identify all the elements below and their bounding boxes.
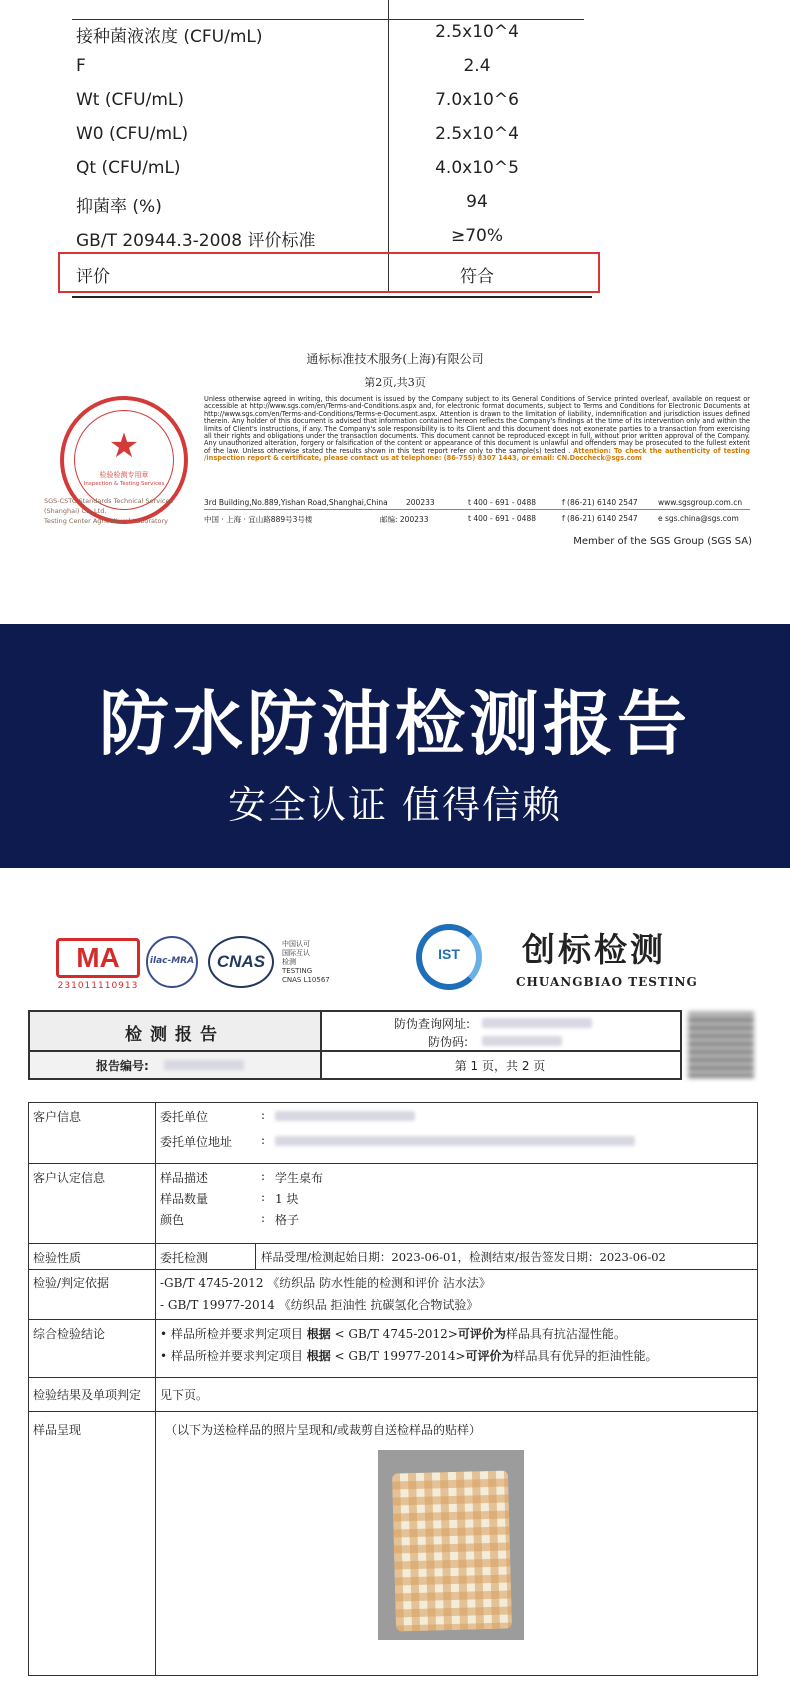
row-key: 评价 [76,267,110,287]
cnas-line: TESTING [282,967,313,975]
conclusion-text: < GB/T 19977-2014> [330,1349,466,1363]
email: e sgs.china@sgs.com [658,514,739,523]
qr-code [688,1012,754,1078]
row-key: Qt (CFU/mL) [76,158,181,178]
client-name-label: 委托单位 [160,1110,209,1124]
test-nature-value: 委托检测 [160,1251,209,1265]
grid-line [29,1411,757,1412]
gingham-tablecloth-image [392,1471,512,1632]
sgs-disclaimer [204,396,750,463]
redacted-code [482,1036,562,1046]
star-icon: ★ [108,426,140,466]
sample-photo-note: （以下为送检样品的照片呈现和/或裁剪自送检样品的贴样） [165,1423,482,1437]
conclusion-text: • 样品所检并要求判定项目 [160,1349,307,1363]
row-key: 抑菌率 (%) [76,197,162,217]
row-key: GB/T 20944.3-2008 评价标准 [76,231,316,251]
anti-fake-label: 防伪码: [428,1035,469,1049]
report-number-cell [30,1052,322,1078]
sample-photo [378,1450,524,1640]
conclusion-line-1 [160,1325,626,1342]
fax: f (86-21) 6140 2547 [562,498,638,507]
conclusion-text: 根据 [306,1349,331,1363]
report-title: 检测报告 [125,1025,225,1045]
seal-cn-text: 检验检测专用章 [99,471,149,479]
client-address-label: 委托单位地址 [160,1135,233,1149]
conclusion-label: 综合检验结论 [33,1327,106,1341]
banner-subtitle: 安全认证 值得信赖 [227,783,563,827]
sample-qty-label: 样品数量 [160,1192,209,1206]
lab-name-line: SGS-CSTC Standards Technical Services (Shanghai) Co.,Ltd. [44,497,173,515]
sgs-company-name: 通标标准技术服务(上海)有限公司 [306,352,484,366]
sample-photo-label: 样品呈现 [33,1423,82,1437]
conclusion-text: • 样品所检并要求判定项目 [160,1327,307,1341]
colon: : [261,1211,266,1225]
row-value: 符合 [460,267,494,287]
address-en: 3rd Building,No.889,Yishan Road,Shanghai,China [204,498,388,507]
row-key: 接种菌液浓度 (CFU/mL) [76,27,263,47]
grid-line [255,1243,256,1269]
grid-line [29,1319,757,1320]
color-label: 颜色 [160,1213,185,1227]
client-info-label: 客户信息 [33,1110,82,1124]
basis-standard-2: - GB/T 19977-2014 《纺织品 拒油性 抗碳氢化合物试验》 [160,1298,479,1312]
cma-logo [56,938,140,992]
report-header-table [28,1010,682,1080]
anti-fake-cell [322,1012,680,1052]
address-divider [204,509,750,510]
lab-name-line: Testing Center Agricultural Laboratory [44,517,169,525]
conclusion-line-2 [160,1347,658,1364]
grid-line [29,1163,757,1164]
ilac-mra-logo [146,936,198,988]
telephone: t 400 - 691 - 0488 [468,498,536,507]
cnas-line: CNAS L10567 [282,976,330,984]
conclusion-text: < GB/T 4745-2012> [330,1327,458,1341]
website: www.sgsgroup.com.cn [658,498,743,507]
seal-en-text: Inspection & Testing Services [83,481,165,487]
section-banner [0,624,790,868]
antibacterial-result-section [0,0,790,550]
results-value: 见下页。 [160,1388,209,1402]
banner-title: 防水防油检测报告 [99,683,691,765]
sample-desc-label: 样品描述 [160,1171,209,1185]
sgs-member-note: Member of the SGS Group (SGS SA) [573,536,752,547]
redacted-client-address [275,1136,635,1146]
cnas-line: 国际互认 [282,949,310,957]
test-dates: 样品受理/检测起始日期：2023-06-01，检测结束/报告签发日期：2023-06-02 [261,1250,666,1264]
ilac-logo-text: ilac-MRA [149,956,195,966]
color-value: 格子 [275,1213,300,1227]
conclusion-text: 样品具有优异的拒油性能。 [513,1349,658,1363]
zip-code: 邮编: 200233 [380,515,429,524]
test-report [0,868,790,1686]
table-row [72,84,592,118]
table-row [72,186,592,220]
attention-text: Attention: To check the authenticity of testing /inspection report & certificate, please contact us at telephone: (86-755) 8307 1443, or email: CN.Doccheck@sgs.com [204,446,750,463]
table-bottom-rule [72,296,592,298]
row-key: W0 (CFU/mL) [76,124,189,144]
ist-logo [416,924,482,990]
cma-logo-text: MA [56,938,140,978]
redacted-url [482,1018,592,1028]
telephone: t 400 - 691 - 0488 [468,514,536,523]
fax: f (86-21) 6140 2547 [562,514,638,523]
grid-line [29,1377,757,1378]
query-url-label: 防伪查询网址: [394,1017,471,1031]
brand-name-cn: 创标检测 [522,930,666,969]
cnas-line: 检测 [282,958,296,966]
sample-qty-value: 1 块 [275,1192,299,1206]
row-value: 2.5x10^4 [435,124,519,144]
page-indicator: 第 1 页，共 2 页 [454,1059,546,1073]
basis-label: 检验/判定依据 [33,1276,110,1290]
conclusion-text: 可评价为 [465,1349,514,1363]
row-value: 94 [466,192,488,212]
table-row [72,152,592,186]
row-key: Wt (CFU/mL) [76,90,184,110]
table-row [72,220,592,254]
cnas-logo [208,936,274,988]
ist-logo-text: IST [438,946,460,962]
colon: : [261,1169,266,1183]
sgs-lab-name [44,496,204,526]
basis-standard-1: -GB/T 4745-2012 《纺织品 防水性能的检测和评价 沾水法》 [160,1276,491,1290]
row-value: ≥70% [450,226,504,246]
cnas-line: 中国认可 [282,940,310,948]
zip-code: 200233 [406,498,435,507]
sample-info-label: 客户认定信息 [33,1171,106,1185]
colon: : [261,1108,266,1122]
redacted-report-number [164,1060,244,1070]
address-cn: 中国 · 上海 · 宜山路889号3号楼 [204,515,313,524]
cnas-accreditation-text [282,940,330,985]
row-value: 2.4 [463,56,491,76]
row-value: 4.0x10^5 [435,158,519,178]
conclusion-text: 样品具有抗沾湿性能。 [505,1327,626,1341]
cnas-logo-text: CNAS [216,952,266,971]
redacted-client-name [275,1111,415,1121]
row-value: 7.0x10^6 [435,90,519,110]
grid-line [29,1243,757,1244]
table-row [72,118,592,152]
page-cell [322,1052,680,1078]
row-value: 2.5x10^4 [435,22,519,42]
disclaimer-text: Unless otherwise agreed in writing, this document is issued by the Company subject to its General Conditions of Service printed overleaf, available on request or accessible at http://www.sgs.com/en/Terms-and-Conditions.aspx and, for electronic format documents, subject to Terms and Conditions for Electronic Documents at http://www.sgs.com/en/Terms-and-Conditions/Terms-e-Document.aspx. Attention is drawn to the limitation of liability, indemnification and jurisdiction issues defined therein. Any holder of this document is advised that information contained hereon reflects the Company's findings at the time of its intervention only and within the limits of Client's instructions, if any. The Company's sole responsibility is to its Client and this document does not exonerate parties to a transaction from exercising all their rights and obligations under the transaction documents. This document cannot be reproduced except in full, without prior written approval of the Company. Any unauthorized alteration, forgery or falsification of the content or appearance of this document is unlawful and offenders may be prosecuted to the fullest extent of the law. Unless otherwise stated the results shown in this test report refer only to the sample(s) tested . [204,395,750,455]
grid-line [155,1103,156,1675]
table-row [72,50,592,84]
colon: : [261,1133,266,1147]
colon: : [261,1190,266,1204]
conclusion-text: 根据 [306,1327,331,1341]
table-row [72,16,592,50]
report-title-cell [30,1012,322,1052]
sgs-page-number: 第2页,共3页 [364,376,426,389]
evaluation-highlight-box [58,252,600,293]
test-nature-label: 检验性质 [33,1251,82,1265]
sample-desc-value: 学生桌布 [275,1171,324,1185]
cma-number: 231011110913 [57,981,139,991]
report-number-label: 报告编号: [96,1059,149,1073]
results-label: 检验结果及单项判定 [33,1388,142,1402]
conclusion-text: 可评价为 [457,1327,506,1341]
grid-line [29,1269,757,1270]
row-key: F [76,56,86,76]
brand-name-en: CHUANGBIAO TESTING [516,975,698,989]
